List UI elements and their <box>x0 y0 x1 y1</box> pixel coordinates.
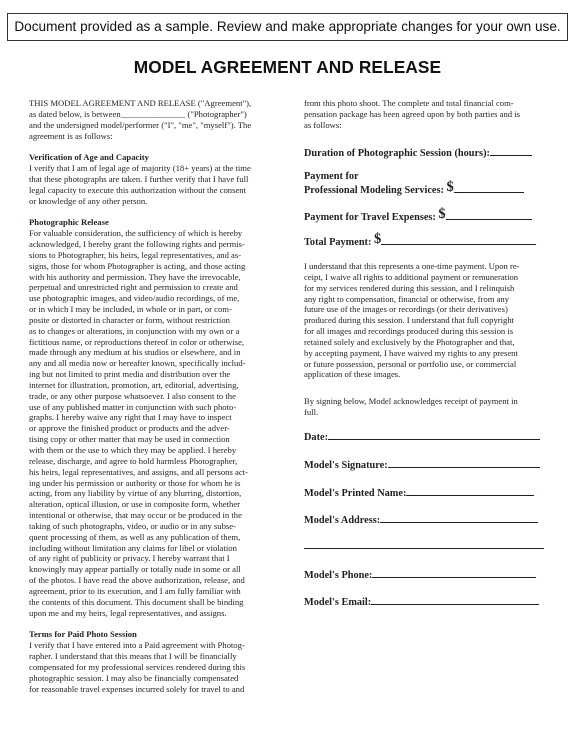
text-line: ing but not limited to print media and distribution over the <box>29 369 231 380</box>
text-line: of any right of publicity or privacy. I hereby warrant that I <box>29 553 230 564</box>
text-line: acknowledged, I hereby grant the following rights and permis- <box>29 238 245 249</box>
text-line: legal capacity to execute this authorization without the consent <box>29 184 246 195</box>
text-line: rapher. I understand that this means that I will be financially <box>29 651 237 662</box>
text-line: For valuable consideration, the sufficiency of which is hereby <box>29 228 243 239</box>
text-line: intentional or otherwise, that may occur or be produced in the <box>29 510 242 521</box>
text-line: made through any medium at his studios or elsewhere, and in <box>29 347 241 358</box>
section-heading-terms: Terms for Paid Photo Session <box>29 629 137 640</box>
text-line: of the photos. I have read the above authorization, release, and <box>29 575 245 586</box>
acknowledgement-paragraph <box>304 396 544 418</box>
date-label: Date: <box>304 432 329 443</box>
text-line: for reasonable travel expenses incurred solely for travel to and <box>29 683 245 694</box>
text-line: produced during this session. I understand that full copyright <box>304 315 515 326</box>
text-line: posite or distorted in character or form, without restriction <box>29 314 230 325</box>
dollar-sign: $ <box>446 179 454 195</box>
text-line: I verify that I am of legal age of majority (18+ years) at the time <box>29 163 251 174</box>
duration-label: Duration of Photographic Session (hours): <box>304 148 490 159</box>
text-line: graphs. I hereby waive any right that I may have to inspect <box>29 412 232 423</box>
text-line: tising copy or other matter that may be used in connection <box>29 434 230 445</box>
text-line: agreement, prior to its execution, and I am fully familiar with <box>29 585 241 596</box>
phone-blank[interactable] <box>372 568 536 578</box>
dollar-sign: $ <box>373 231 382 247</box>
printed-name-field[interactable] <box>304 486 534 499</box>
signature-blank[interactable] <box>388 458 540 468</box>
text-line: for all images and recordings produced during this session is <box>304 326 514 337</box>
text-line: as dated below, is between_______________ ("Photographer") <box>29 108 247 119</box>
text-line: I understand that this represents a one-time payment. Upon re- <box>304 261 520 271</box>
text-line: or future possession, personal or portfolio use, or commercial <box>304 358 517 369</box>
text-line: pensation package has been agreed upon by both parties and is <box>304 108 521 119</box>
section-heading-verification: Verification of Age and Capacity <box>29 152 149 163</box>
address-label: Model's Address: <box>304 515 381 526</box>
text-line: signs, those for whom Photographer is acting, and those acting <box>29 260 246 271</box>
text-line: fictitious name, or reproductions thereof in color or otherwise, <box>29 336 245 347</box>
text-line: release, discharge, and agree to hold harmless Photographer, <box>29 455 238 466</box>
text-line: full. <box>304 406 319 417</box>
text-line: the contents of this document. This document shall be binding <box>29 596 244 607</box>
text-line: from this photo shoot. The complete and total financial com- <box>304 98 514 108</box>
text-line: his heirs, legal representatives, and assigns, and all persons act- <box>29 466 248 477</box>
text-line: upon me and my heirs, legal representatives, and assigns. <box>29 607 227 618</box>
text-line: any right to compensation, financial or otherwise, from any <box>304 293 510 304</box>
right-column-intro <box>304 98 544 131</box>
payment-label-line1: Payment for <box>304 171 359 182</box>
text-line: or knowledge of any other person. <box>29 195 148 206</box>
text-line: by accepting payment, I have waived my rights to any present <box>304 347 518 358</box>
address-field[interactable] <box>304 513 538 526</box>
address-continuation-line[interactable] <box>304 548 544 549</box>
text-line: as follows: <box>304 119 342 130</box>
text-line: I verify that I have entered into a Paid agreement with Photog- <box>29 640 245 651</box>
text-line: ceipt, I waive all rights to additional payment or remuneration <box>304 271 519 282</box>
text-line: for my services rendered during this session, and I relinquish <box>304 282 515 293</box>
text-line: retained solely and exclusively by the Photographer and that, <box>304 336 515 347</box>
document-title: MODEL AGREEMENT AND RELEASE <box>133 57 442 77</box>
signature-label: Model's Signature: <box>304 460 388 471</box>
signature-field[interactable] <box>304 458 540 471</box>
waiver-paragraph <box>304 261 544 380</box>
email-label: Model's Email: <box>304 597 372 608</box>
text-line: acting, from any liability by virtue of any blurring, distortion, <box>29 488 242 499</box>
left-column <box>29 98 272 694</box>
verification-paragraph <box>29 163 272 206</box>
printed-name-blank[interactable] <box>406 486 534 496</box>
text-line: or in which I may be included, in whole or in part, or com- <box>29 304 232 315</box>
dollar-sign: $ <box>438 206 446 222</box>
text-line: sions to Photographer, his heirs, legal representatives, and as- <box>29 249 242 260</box>
duration-field[interactable] <box>304 146 532 159</box>
text-line: application of these images. <box>304 369 401 380</box>
text-line: ing under his permission or authority or those for whom he is <box>29 477 241 488</box>
text-line: photographic session. I may also be financially compensated <box>29 672 239 683</box>
email-field[interactable] <box>304 595 539 608</box>
text-line: future use of the images or recordings (or their derivatives) <box>304 304 508 315</box>
total-label: Total Payment: <box>304 237 372 248</box>
text-line: trade, or any other purpose whatsoever. I also consent to the <box>29 390 236 401</box>
text-line: knowingly may appear partially or totally nude in some or all <box>29 564 241 575</box>
modeling-payment-field-line2[interactable] <box>304 181 524 198</box>
travel-label: Payment for Travel Expenses: <box>304 212 436 223</box>
text-line: and the undersigned model/performer ("I", "me", "myself"). The <box>29 119 252 130</box>
phone-field[interactable] <box>304 568 536 581</box>
text-line: with them or the use to which they may be applied. I hereby <box>29 445 237 455</box>
text-line: agreement is as follows: <box>29 130 113 141</box>
date-field[interactable] <box>304 430 540 443</box>
text-line: By signing below, Model acknowledges receipt of payment in <box>304 396 518 406</box>
phone-label: Model's Phone: <box>304 570 373 581</box>
text-line: perpetual and unrestricted right and permission to create and <box>29 282 238 293</box>
text-line: including without limitation any claims for libel or violation <box>29 542 237 553</box>
terms-paragraph <box>29 640 272 694</box>
payment-label-line2: Professional Modeling Services: <box>304 185 444 196</box>
text-line: as to changes or alterations, in conjunction with my own or a <box>29 325 240 336</box>
text-line: quent processing of them, as well as any publication of them, <box>29 531 241 542</box>
release-paragraph <box>29 228 272 618</box>
sample-disclaimer-banner: Document provided as a sample. Review and make appropriate changes for your own use. <box>7 13 568 41</box>
text-line: with his authority and permission. They have the irrevocable, <box>29 271 241 282</box>
intro-paragraph <box>29 98 272 141</box>
text-line: that these photographs are taken. I further verify that I have full <box>29 173 249 184</box>
text-line: taking of such photographs, video, or audio or in any subse- <box>29 520 236 531</box>
email-blank[interactable] <box>371 595 539 605</box>
text-line: internet for illustration, promotion, art, editorial, advertising, <box>29 379 239 390</box>
printed-name-label: Model's Printed Name: <box>304 488 407 499</box>
text-line: any and all media now or hereafter known, specifically includ- <box>29 358 246 369</box>
text-line: use of any published matter in conjunction with such photo- <box>29 401 237 412</box>
total-payment-blank[interactable] <box>381 235 536 245</box>
section-heading-release: Photographic Release <box>29 217 109 228</box>
text-line: or approve the finished product or products and the adver- <box>29 423 230 434</box>
text-line: THIS MODEL AGREEMENT AND RELEASE ("Agreement"), <box>29 98 252 108</box>
text-line: compensated for my professional services rendered during this <box>29 661 246 672</box>
text-line: use photographic images, and video/audio recordings, of me, <box>29 293 240 304</box>
total-payment-field[interactable] <box>304 233 536 250</box>
travel-payment-field[interactable] <box>304 208 532 225</box>
address-blank[interactable] <box>380 513 538 523</box>
travel-payment-blank[interactable] <box>446 210 532 220</box>
modeling-payment-blank[interactable] <box>454 183 524 193</box>
duration-blank[interactable] <box>490 146 532 156</box>
date-blank[interactable] <box>328 430 540 440</box>
text-line: alteration, optical illusion, or use in composite form, whether <box>29 499 241 510</box>
